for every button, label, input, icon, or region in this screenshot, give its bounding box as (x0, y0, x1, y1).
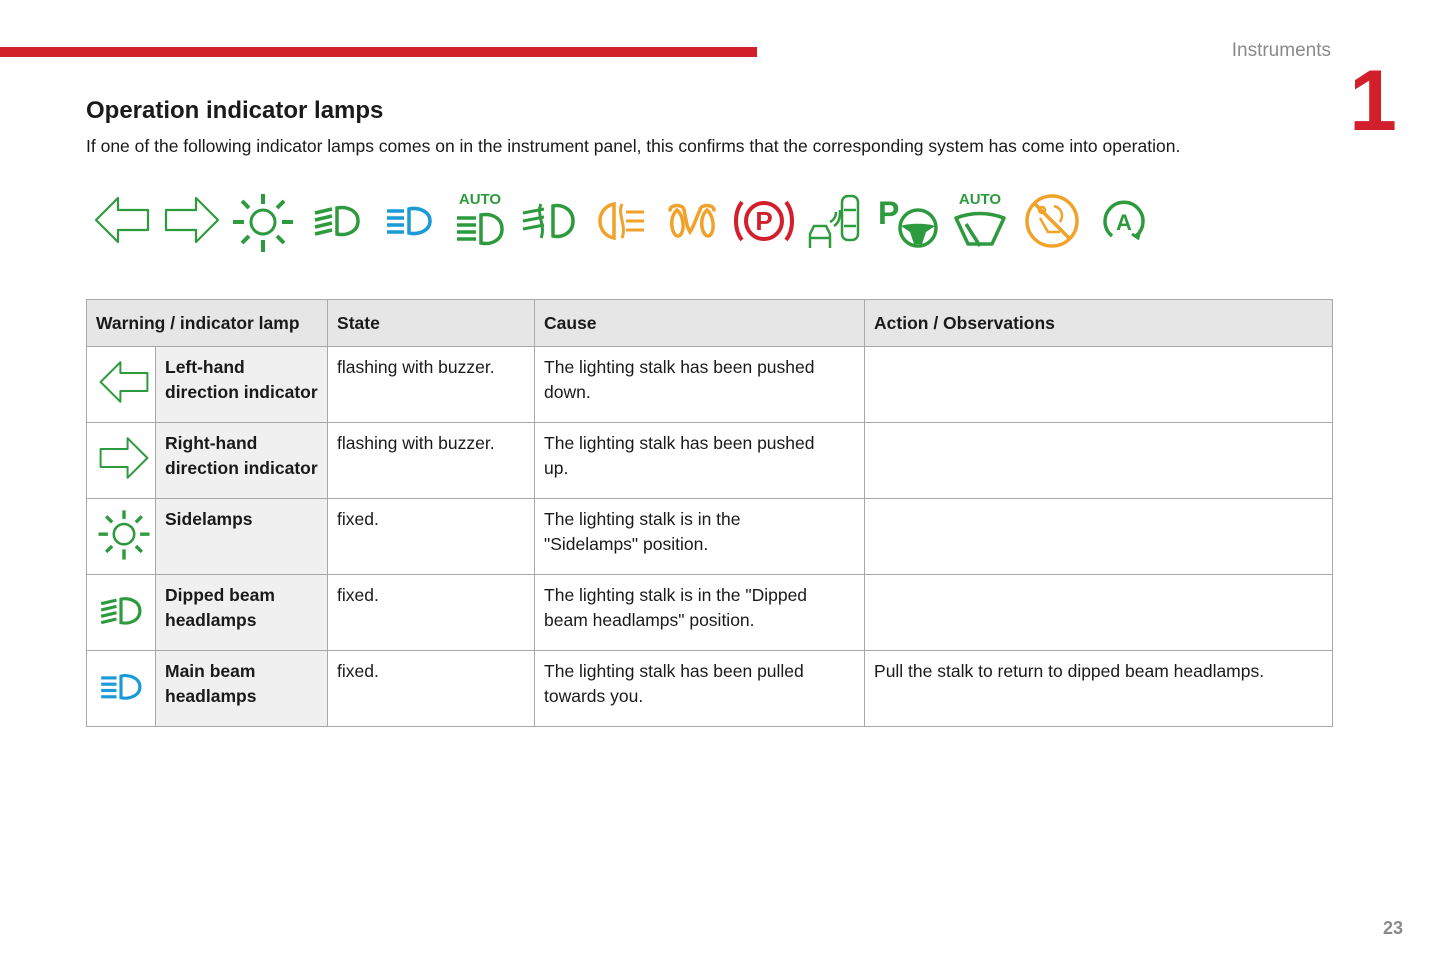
lamp-state: flashing with buzzer. (328, 423, 535, 499)
lamp-cause (535, 575, 865, 651)
lamp-action: Pull the stalk to return to dipped beam headlamps. (865, 651, 1333, 727)
header-cause: Cause (535, 300, 865, 347)
intro-paragraph: If one of the following indicator lamps comes on in the instrument panel, this confirms that the corresponding system has come into operation. (86, 136, 1181, 156)
lamp-action (865, 423, 1333, 499)
front-foglamps-icon (520, 190, 576, 250)
cause-line2: up. (544, 457, 569, 478)
parking-sensors-icon (806, 190, 866, 252)
cause-line2: towards you. (544, 685, 644, 706)
main-beam-icon (96, 659, 146, 713)
auto-wiping-label: AUTO (958, 191, 1002, 208)
header-red-bar (0, 47, 757, 57)
stop-start-letter: A (1116, 210, 1132, 235)
page-title: Operation indicator lamps (86, 97, 384, 124)
lamp-state: fixed. (328, 575, 535, 651)
lamp-name-line1: Sidelamps (165, 509, 253, 529)
lamp-name-line2: headlamps (165, 685, 257, 706)
cause-line2: beam headlamps" position. (544, 609, 755, 630)
lamp-name-line1: Main beam (165, 661, 256, 681)
table-row (87, 575, 1333, 651)
table-row (87, 651, 1333, 727)
cause-line1: The lighting stalk has been pushed (544, 357, 815, 377)
header-state: State (328, 300, 535, 347)
left-direction-indicator-icon (94, 190, 150, 250)
lamp-action (865, 499, 1333, 575)
lamp-name-line2: direction indicator (165, 381, 318, 402)
park-letter: P (878, 195, 900, 231)
header-warning-lamp: Warning / indicator lamp (87, 300, 328, 347)
lamp-name-line2: direction indicator (165, 457, 318, 478)
auto-label: AUTO (458, 191, 502, 208)
lamp-icon-cell (87, 575, 156, 651)
lamp-state: flashing with buzzer. (328, 347, 535, 423)
rear-foglamp-icon (596, 190, 646, 250)
parking-brake-icon (734, 190, 794, 250)
cause-line1: The lighting stalk is in the (544, 509, 741, 529)
sidelamps-icon (96, 507, 152, 563)
parking-brake-letter: P (755, 206, 773, 236)
lamp-action (865, 347, 1333, 423)
indicator-lamps-table (86, 299, 1333, 727)
lamp-name-line1: Left-hand (165, 357, 245, 377)
left-direction-indicator-icon (96, 355, 152, 409)
page-number: 23 (1382, 918, 1403, 938)
header-action: Action / Observations (865, 300, 1333, 347)
lamp-name (156, 347, 328, 423)
stop-start-icon (1096, 190, 1152, 252)
lamp-name (156, 575, 328, 651)
lamp-name-line1: Right-hand (165, 433, 258, 453)
lamp-cause (535, 347, 865, 423)
lamp-state: fixed. (328, 499, 535, 575)
table-row (87, 347, 1333, 423)
cause-line1: The lighting stalk has been pushed (544, 433, 815, 453)
park-assist-icon (876, 190, 940, 252)
automatic-headlamps-icon (454, 190, 506, 250)
right-direction-indicator-icon (96, 431, 152, 485)
table-header-row (87, 300, 1333, 347)
lamp-name-line1: Dipped beam (165, 585, 275, 605)
sidelamps-icon (230, 190, 296, 256)
dipped-beam-icon (96, 583, 146, 637)
table-row (87, 423, 1333, 499)
table-row (87, 499, 1333, 575)
right-direction-indicator-icon (164, 190, 220, 250)
lamp-icon-cell (87, 347, 156, 423)
preheating-icon (664, 190, 720, 250)
chapter-number: 1 (1349, 53, 1397, 149)
lamp-name (156, 423, 328, 499)
lamp-state: fixed. (328, 651, 535, 727)
automatic-wiping-icon (952, 190, 1008, 252)
dipped-beam-icon (312, 190, 362, 250)
lamp-name-line2: headlamps (165, 609, 257, 630)
lamp-icon-cell (87, 423, 156, 499)
lamp-cause (535, 651, 865, 727)
lamp-name (156, 499, 328, 575)
section-label: Instruments (1231, 40, 1331, 61)
cause-line2: "Sidelamps" position. (544, 533, 709, 554)
lamp-action (865, 575, 1333, 651)
lamp-name (156, 651, 328, 727)
cause-line1: The lighting stalk has been pulled (544, 661, 804, 681)
lamp-cause (535, 423, 865, 499)
cause-line1: The lighting stalk is in the "Dipped (544, 585, 808, 605)
lamp-icon-cell (87, 499, 156, 575)
lamp-icon-cell (87, 651, 156, 727)
cause-line2: down. (544, 381, 591, 402)
passenger-airbag-off-icon (1022, 190, 1082, 252)
lamp-cause (535, 499, 865, 575)
main-beam-icon (384, 190, 434, 250)
